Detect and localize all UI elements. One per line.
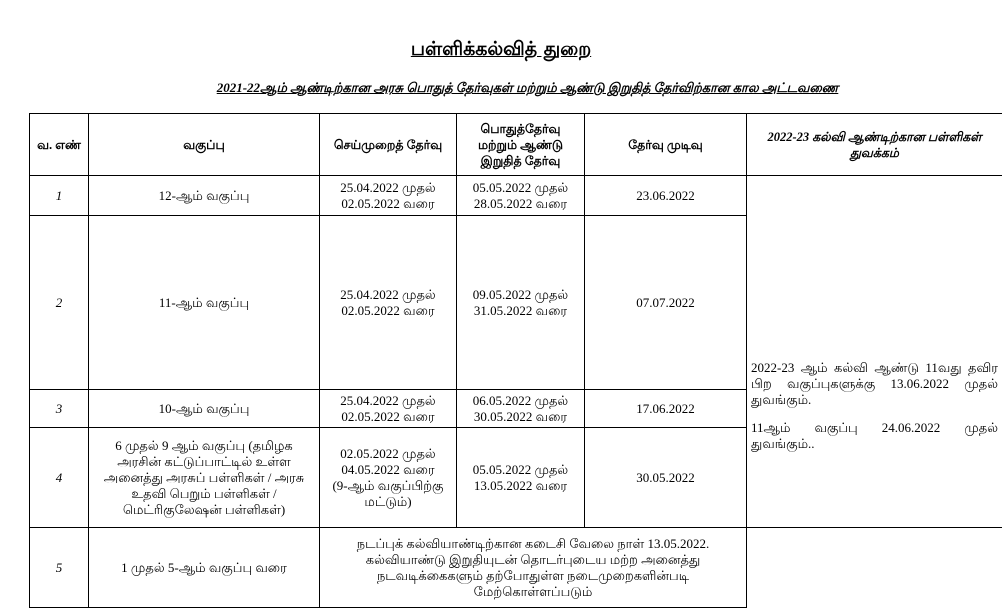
header-serial: வ. எண்: [30, 114, 89, 176]
practical-from: 25.04.2022 முதல்: [340, 392, 436, 408]
row-serial: 4: [30, 428, 89, 528]
public-to: 13.05.2022 வரை: [473, 477, 568, 493]
practical-from: 25.04.2022 முதல்: [340, 286, 436, 302]
public-from: 09.05.2022 முதல்: [472, 286, 569, 302]
practical-to: 04.05.2022 வரை: [341, 461, 435, 477]
row-practical: [320, 176, 457, 216]
header-row: [30, 114, 1002, 176]
row-result: 23.06.2022: [585, 176, 747, 216]
public-from: 06.05.2022 முதல்: [472, 392, 569, 408]
practical-to: 02.05.2022 வரை: [341, 408, 435, 424]
practical-from: 25.04.2022 முதல்: [340, 179, 436, 195]
reopening-note-line2: 11ஆம் வகுப்பு 24.06.2022 முதல் துவங்கும்..: [751, 419, 998, 451]
public-to: 30.05.2022 வரை: [473, 408, 568, 424]
reopening-note-cell: [747, 176, 1002, 528]
row-class: 6 முதல் 9 ஆம் வகுப்பு (தமிழக அரசின் கட்டுப்பாட்டில் உள்ள அனைத்து அரசுப் பள்ளிகள் / அரசு உதவி பெறும் பள்ளிகள் / மெட்ரிகுலேஷன் பள்ளிகள்): [89, 428, 320, 528]
header-reopening: 2022-23 கல்வி ஆண்டிற்கான பள்ளிகள் துவக்கம்: [747, 114, 1002, 176]
row-result: 17.06.2022: [585, 390, 747, 428]
row-class: 12-ஆம் வகுப்பு: [89, 176, 320, 216]
public-from: 05.05.2022 முதல்: [472, 461, 569, 477]
header-public-exam: பொதுத்தேர்வு மற்றும் ஆண்டு இறுதித் தேர்வு: [457, 114, 585, 176]
reopening-note-line1: 2022-23 ஆம் கல்வி ஆண்டு 11வது தவிர பிற வகுப்புகளுக்கு 13.06.2022 முதல் துவங்கும்.: [751, 359, 998, 407]
practical-to: 02.05.2022 வரை: [341, 302, 435, 318]
row-class: 1 முதல் 5-ஆம் வகுப்பு வரை: [89, 528, 320, 608]
practical-to: 02.05.2022 வரை: [341, 195, 435, 211]
header-result: தேர்வு முடிவு: [585, 114, 747, 176]
practical-note: (9-ஆம் வகுப்பிற்கு மட்டும்): [332, 477, 444, 509]
row-result: 07.07.2022: [585, 216, 747, 390]
row-public-exam: [457, 390, 585, 428]
row-serial: 5: [30, 528, 89, 608]
row-practical: [320, 216, 457, 390]
practical-from: 02.05.2022 முதல்: [340, 445, 436, 461]
row-serial: 2: [30, 216, 89, 390]
page-title: பள்ளிக்கல்வித் துறை: [410, 38, 592, 60]
row-merged-note: நடப்புக் கல்வியாண்டிற்கான கடைசி வேலை நாள் 13.05.2022. கல்வியாண்டு இறுதியுடன் தொடர்புடைய மற்ற அனைத்து நடவடிக்கைகளும் தற்போதுள்ள நடைமுறைகளின்படி மேற்கொள்ளப்படும்: [320, 528, 747, 608]
header-practical: செய்முறைத் தேர்வு: [320, 114, 457, 176]
row-public-exam: [457, 216, 585, 390]
row-practical: [320, 428, 457, 528]
row-class: 10-ஆம் வகுப்பு: [89, 390, 320, 428]
exam-schedule-table: [29, 113, 1002, 608]
row-public-exam: [457, 428, 585, 528]
row-practical: [320, 390, 457, 428]
page-subtitle: 2021-22ஆம் ஆண்டிற்கான அரசு பொதுத் தேர்வுகள் மற்றும் ஆண்டு இறுதித் தேர்விற்கான கால அட்டவணை: [216, 80, 839, 95]
row-public-exam: [457, 176, 585, 216]
row-serial: 1: [30, 176, 89, 216]
header-class: வகுப்பு: [89, 114, 320, 176]
table-row: [30, 528, 1002, 608]
row-result: 30.05.2022: [585, 428, 747, 528]
row-class: 11-ஆம் வகுப்பு: [89, 216, 320, 390]
public-to: 31.05.2022 வரை: [473, 302, 568, 318]
table-row: [30, 176, 1002, 216]
public-to: 28.05.2022 வரை: [473, 195, 568, 211]
row-serial: 3: [30, 390, 89, 428]
public-from: 05.05.2022 முதல்: [472, 179, 569, 195]
